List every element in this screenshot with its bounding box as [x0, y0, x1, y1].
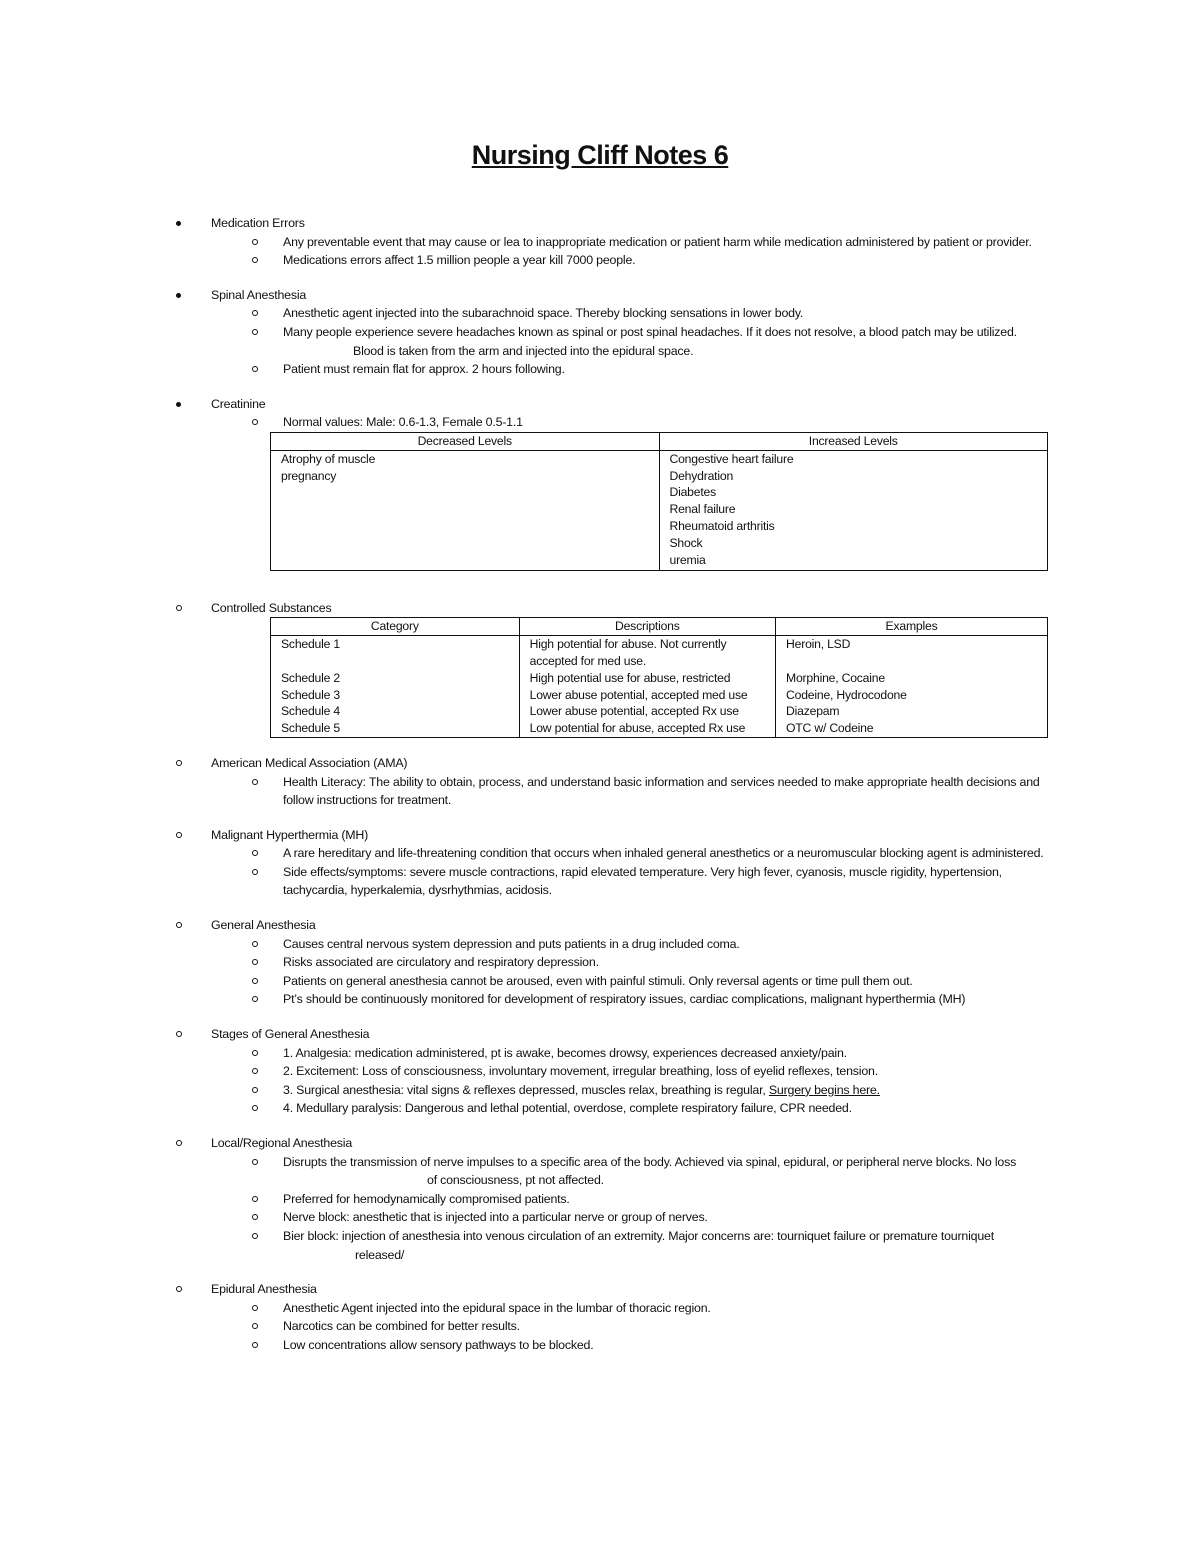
- list-item: Risks associated are circulatory and respiratory depression.: [283, 955, 599, 970]
- list-item: Any preventable event that may cause or lea to inappropriate medication or patient harm while medication administered by patient or provider.: [283, 234, 1032, 249]
- section-heading: Medication Errors: [211, 216, 305, 230]
- list-item: Medications errors affect 1.5 million people a year kill 7000 people.: [283, 253, 636, 268]
- list-item: Many people experience severe headaches known as spinal or post spinal headaches. If it does not resolve, a blood patch may be utilized. Blood is taken from the arm and injected into the epidural space.: [283, 324, 1017, 358]
- list-item: Bier block: injection of anesthesia into venous circulation of an extremity. Major concerns are: tourniquet failure or premature tourniquet released/: [283, 1228, 994, 1262]
- section-malignant-hyperthermia: [175, 826, 1055, 900]
- column-header: Descriptions: [519, 618, 775, 636]
- list-item: Disrupts the transmission of nerve impulses to a specific area of the body. Achieved via spinal, epidural, or peripheral nerve blocks. No loss of consciousness, pt not affected.: [283, 1154, 1017, 1188]
- page-title: Nursing Cliff Notes 6: [471, 140, 729, 170]
- list-item: Narcotics can be combined for better results.: [283, 1319, 520, 1334]
- notes-body: [175, 214, 1055, 1371]
- table-row: Schedule 1 High potential for abuse. Not currently accepted for med use. Heroin, LSD: [271, 636, 1048, 670]
- section-spinal-anesthesia: [175, 286, 1055, 379]
- list-item: Preferred for hemodynamically compromised patients.: [283, 1191, 570, 1206]
- underlined-emphasis: Surgery begins here.: [768, 1082, 880, 1097]
- table-row: Schedule 4 Lower abuse potential, accepted Rx use Diazepam: [271, 703, 1048, 720]
- section-controlled-substances: [175, 599, 1055, 738]
- table-header-row: [271, 618, 1048, 636]
- section-ama: [175, 754, 1055, 810]
- list-item: Patient must remain flat for approx. 2 hours following.: [283, 362, 565, 377]
- creatinine-table: [270, 432, 1048, 571]
- increased-cell: Congestive heart failure Dehydration Diabetes Renal failure Rheumatoid arthritis Shock uremia: [659, 450, 1048, 570]
- table-row: [271, 450, 1048, 570]
- column-header: Increased Levels: [659, 432, 1048, 450]
- section-heading: Controlled Substances: [211, 600, 332, 615]
- list-item: Side effects/symptoms: severe muscle contractions, rapid elevated temperature. Very high fever, cyanosis, muscle rigidity, hypertension, tachycardia, hyperkalemia, dysrhythmias, acidosis.: [283, 864, 1002, 898]
- list-item: Pt’s should be continuously monitored for development of respiratory issues, cardiac complications, malignant hyperthermia (MH): [283, 992, 966, 1007]
- list-item: Health Literacy: The ability to obtain, process, and understand basic information and services needed to make appropriate health decisions and follow instructions for treatment.: [283, 774, 1040, 808]
- list-item: Low concentrations allow sensory pathways to be blocked.: [283, 1337, 594, 1352]
- column-header: Category: [271, 618, 520, 636]
- section-heading: American Medical Association (AMA): [211, 755, 408, 770]
- decreased-cell: Atrophy of muscle pregnancy: [271, 450, 660, 570]
- list-item: Nerve block: anesthetic that is injected into a particular nerve or group of nerves.: [283, 1210, 708, 1225]
- section-creatinine: [175, 395, 1055, 571]
- table-row: Schedule 5 Low potential for abuse, accepted Rx use OTC w/ Codeine: [271, 720, 1048, 737]
- list-item: Causes central nervous system depression and puts patients in a drug included coma.: [283, 936, 740, 951]
- table-row: Schedule 2 High potential use for abuse, restricted Morphine, Cocaine: [271, 670, 1048, 687]
- list-item: Patients on general anesthesia cannot be aroused, even with painful stimuli. Only reversal agents or time pull them out.: [283, 973, 913, 988]
- list-item: Anesthetic agent injected into the subarachnoid space. Thereby blocking sensations in lower body.: [283, 306, 804, 321]
- section-stages-general-anesthesia: [175, 1025, 1055, 1118]
- section-epidural-anesthesia: [175, 1280, 1055, 1354]
- column-header: Examples: [776, 618, 1048, 636]
- list-item: 3. Surgical anesthesia: vital signs & reflexes depressed, muscles relax, breathing is regular, Surgery begins here.: [283, 1082, 880, 1097]
- table-row: Schedule 3 Lower abuse potential, accepted med use Codeine, Hydrocodone: [271, 687, 1048, 704]
- list-item: A rare hereditary and life-threatening condition that occurs when inhaled general anesthetics or a neuromuscular blocking agent is administered.: [283, 846, 1044, 861]
- list-item: 1. Analgesia: medication administered, pt is awake, becomes drowsy, experiences decreased anxiety/pain.: [283, 1045, 847, 1060]
- section-heading: Stages of General Anesthesia: [211, 1027, 370, 1042]
- section-heading: General Anesthesia: [211, 918, 316, 933]
- section-heading: Epidural Anesthesia: [211, 1282, 317, 1297]
- section-general-anesthesia: [175, 916, 1055, 1009]
- section-heading: Malignant Hyperthermia (MH): [211, 827, 369, 842]
- section-heading: Local/Regional Anesthesia: [211, 1136, 353, 1150]
- section-local-regional-anesthesia: [175, 1134, 1055, 1264]
- list-item: Normal values: Male: 0.6-1.3, Female 0.5-1.1: [283, 415, 523, 430]
- table-header-row: [271, 432, 1048, 450]
- list-item: 4. Medullary paralysis: Dangerous and lethal potential, overdose, complete respiratory failure, CPR needed.: [283, 1101, 852, 1116]
- section-medication-errors: [175, 214, 1055, 270]
- list-item: 2. Excitement: Loss of consciousness, involuntary movement, irregular breathing, loss of eyelid reflexes, tension.: [283, 1064, 878, 1079]
- section-heading: Creatinine: [211, 396, 266, 411]
- list-item: Anesthetic Agent injected into the epidural space in the lumbar of thoracic region.: [283, 1300, 711, 1315]
- column-header: Decreased Levels: [271, 432, 660, 450]
- section-heading: Spinal Anesthesia: [211, 287, 307, 302]
- controlled-substances-table: [270, 617, 1048, 738]
